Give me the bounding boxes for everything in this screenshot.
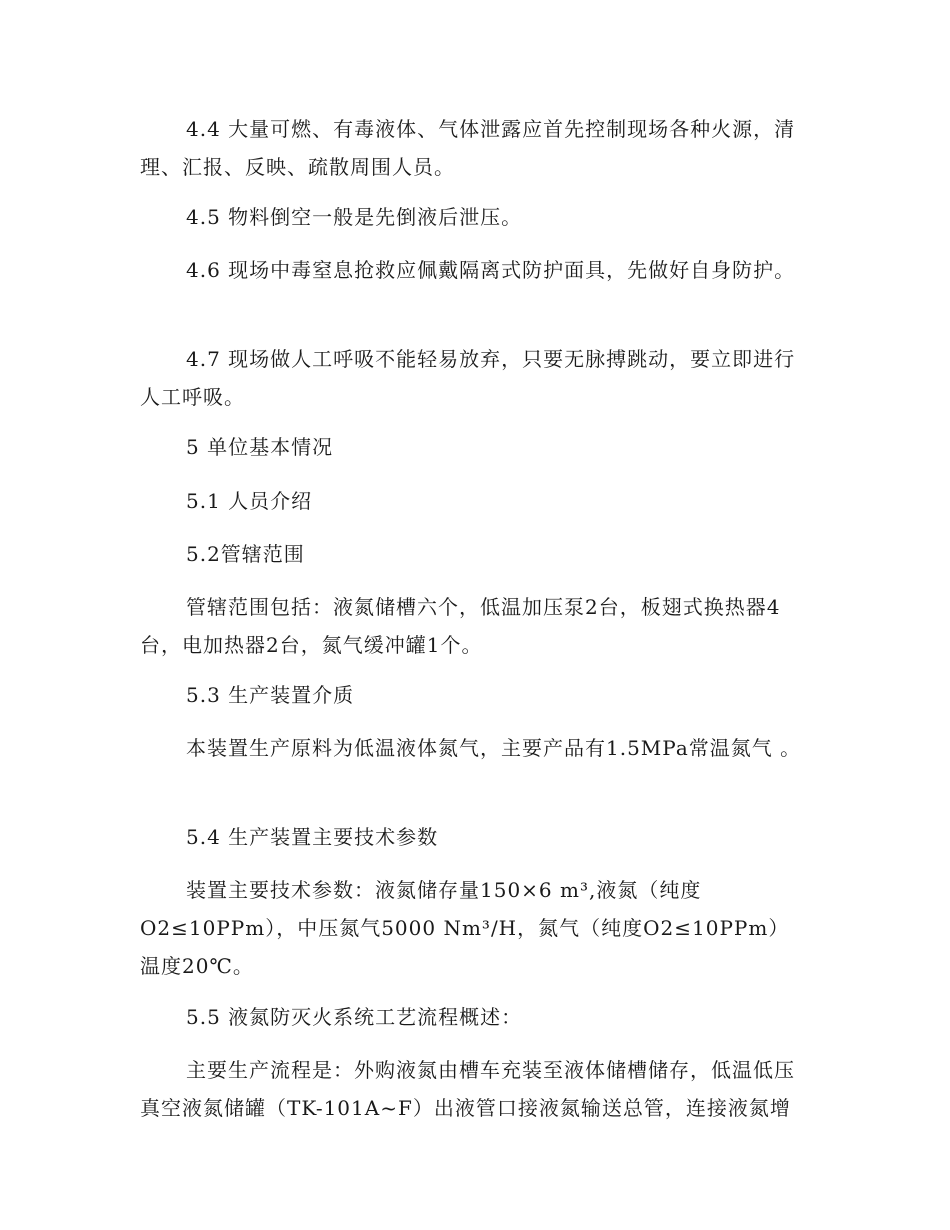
paragraph-5-3-body: 本装置生产原料为低温液体氮气，主要产品有1.5MPa常温氮气 。 [186, 736, 802, 760]
paragraph-4-6: 4.6 现场中毒窒息抢救应佩戴隔离式防护面具，先做好自身防护。 [186, 258, 796, 282]
section-heading-5-5: 5.5 液氮防灭火系统工艺流程概述： [186, 1005, 523, 1029]
section-heading-5-4: 5.4 生产装置主要技术参数 [186, 825, 439, 849]
paragraph-4-5: 4.5 物料倒空一般是先倒液后泄压。 [186, 205, 523, 229]
paragraph-5-4-body: 装置主要技术参数：液氮储存量150×6 m³,液氮（纯度O2≤10PPm），中压氮气5000 Nm³/H，氮气（纯度O2≤10PPm）温度20℃。 [140, 878, 790, 978]
section-heading-5-3: 5.3 生产装置介质 [186, 683, 355, 707]
paragraph-4-4: 4.4 大量可燃、有毒液体、气体泄露应首先控制现场各种火源，清理、汇报、反映、疏散周围人员。 [140, 117, 796, 179]
section-heading-5-1: 5.1 人员介绍 [186, 489, 313, 513]
section-heading-5: 5 单位基本情况 [186, 435, 334, 459]
section-heading-5-2: 5.2管辖范围 [186, 542, 305, 566]
paragraph-4-7: 4.7 现场做人工呼吸不能轻易放弃，只要无脉搏跳动，要立即进行人工呼吸。 [140, 347, 796, 409]
paragraph-5-5-body: 主要生产流程是：外购液氮由槽车充装至液体储槽储存，低温低压真空液氮储罐（TK-101A~F）出液管口接液氮输送总管，连接液氮增 [140, 1058, 795, 1120]
paragraph-5-2-body: 管辖范围包括：液氮储槽六个，低温加压泵2台，板翅式换热器4台，电加热器2台，氮气缓冲罐1个。 [140, 595, 781, 657]
